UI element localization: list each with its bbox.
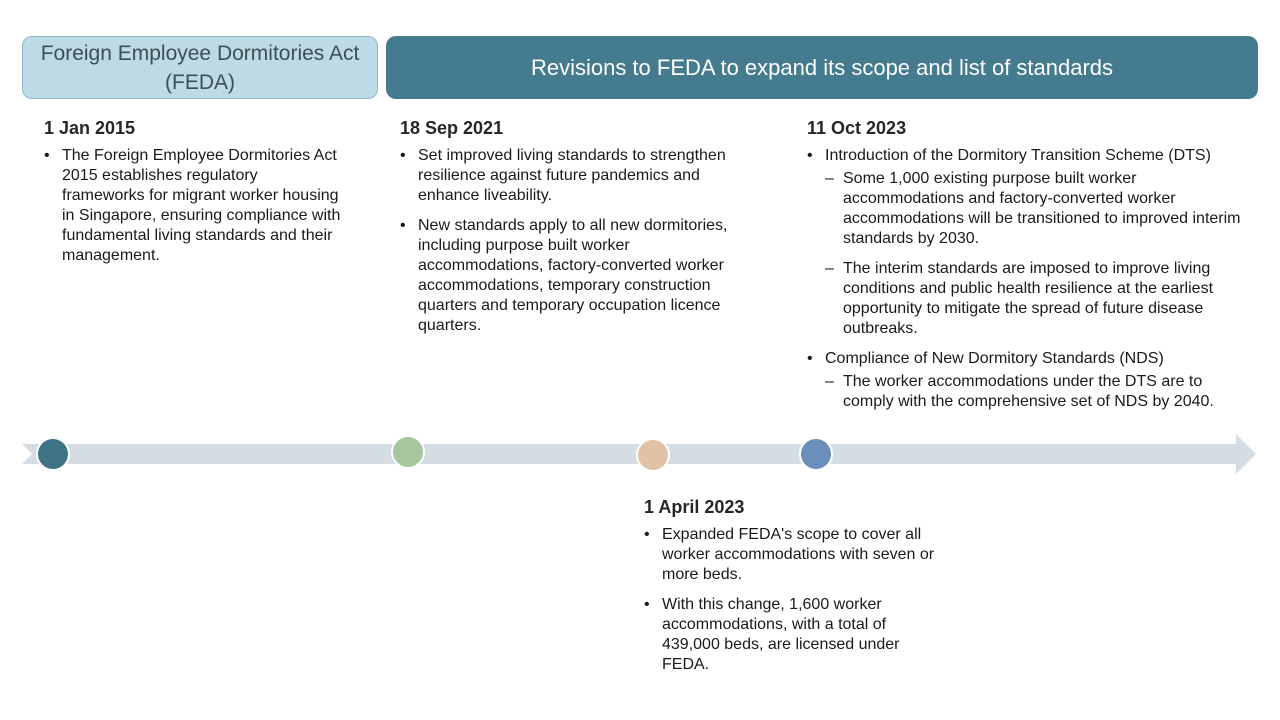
revisions-header [386, 36, 1258, 99]
event-bullet: • New standards apply to all new dormitories, including purpose built worker accommodations, factory-converted worker accommodations, temporary construction quarters and temporary occupation licence quarters. [400, 216, 730, 336]
event-bullet-text: Introduction of the Dormitory Transition Scheme (DTS) [825, 147, 1211, 164]
event-bullet: • The Foreign Employee Dormitories Act 2015 establishes regulatory frameworks for migrant worker housing in Singapore, ensuring compliance with fundamental living standards and their management. [44, 146, 344, 266]
event-oct-2023 [807, 118, 1252, 422]
event-bullets [807, 146, 1252, 412]
feda-header [22, 36, 378, 99]
event-apr-2023 [644, 497, 944, 685]
event-date: 1 Jan 2015 [44, 118, 136, 138]
event-sub-bullet: – Some 1,000 existing purpose built worker accommodations and factory-converted worker accommodations will be transitioned to improved interim standards by 2030. [825, 169, 1252, 249]
event-2021 [400, 118, 730, 346]
timeline-marker-apr-2023 [637, 439, 669, 471]
event-date: 11 Oct 2023 [807, 118, 907, 138]
event-date: 18 Sep 2021 [400, 118, 504, 138]
timeline-marker-2021 [392, 436, 424, 468]
timeline [0, 430, 1280, 480]
timeline-marker-2015 [37, 438, 69, 470]
timeline-marker-oct-2023 [800, 438, 832, 470]
event-bullet: • Expanded FEDA's scope to cover all worker accommodations with seven or more beds. [644, 525, 944, 585]
event-2015 [44, 118, 344, 276]
event-sub-bullet: – The worker accommodations under the DTS are to comply with the comprehensive set of NDS by 2040. [825, 372, 1252, 412]
event-sub-bullets [825, 372, 1252, 412]
event-sub-bullet: – The interim standards are imposed to improve living conditions and public health resilience at the earliest opportunity to mitigate the spread of future disease outbreaks. [825, 259, 1252, 339]
event-bullet: • Set improved living standards to strengthen resilience against future pandemics and enhance liveability. [400, 146, 730, 206]
event-bullets [44, 146, 344, 266]
event-bullet [807, 349, 1252, 412]
event-bullet-text: Compliance of New Dormitory Standards (NDS) [825, 350, 1164, 367]
feda-header-title: Foreign Employee Dormitories Act (FEDA) [40, 41, 360, 94]
revisions-header-title: Revisions to FEDA to expand its scope and list of standards [530, 54, 1114, 80]
event-bullet: • With this change, 1,600 worker accommodations, with a total of 439,000 beds, are licensed under FEDA. [644, 595, 944, 675]
event-bullets [644, 525, 944, 675]
event-date: 1 April 2023 [644, 497, 745, 517]
event-bullet [807, 146, 1252, 339]
event-sub-bullets [825, 169, 1252, 339]
event-bullets [400, 146, 730, 336]
